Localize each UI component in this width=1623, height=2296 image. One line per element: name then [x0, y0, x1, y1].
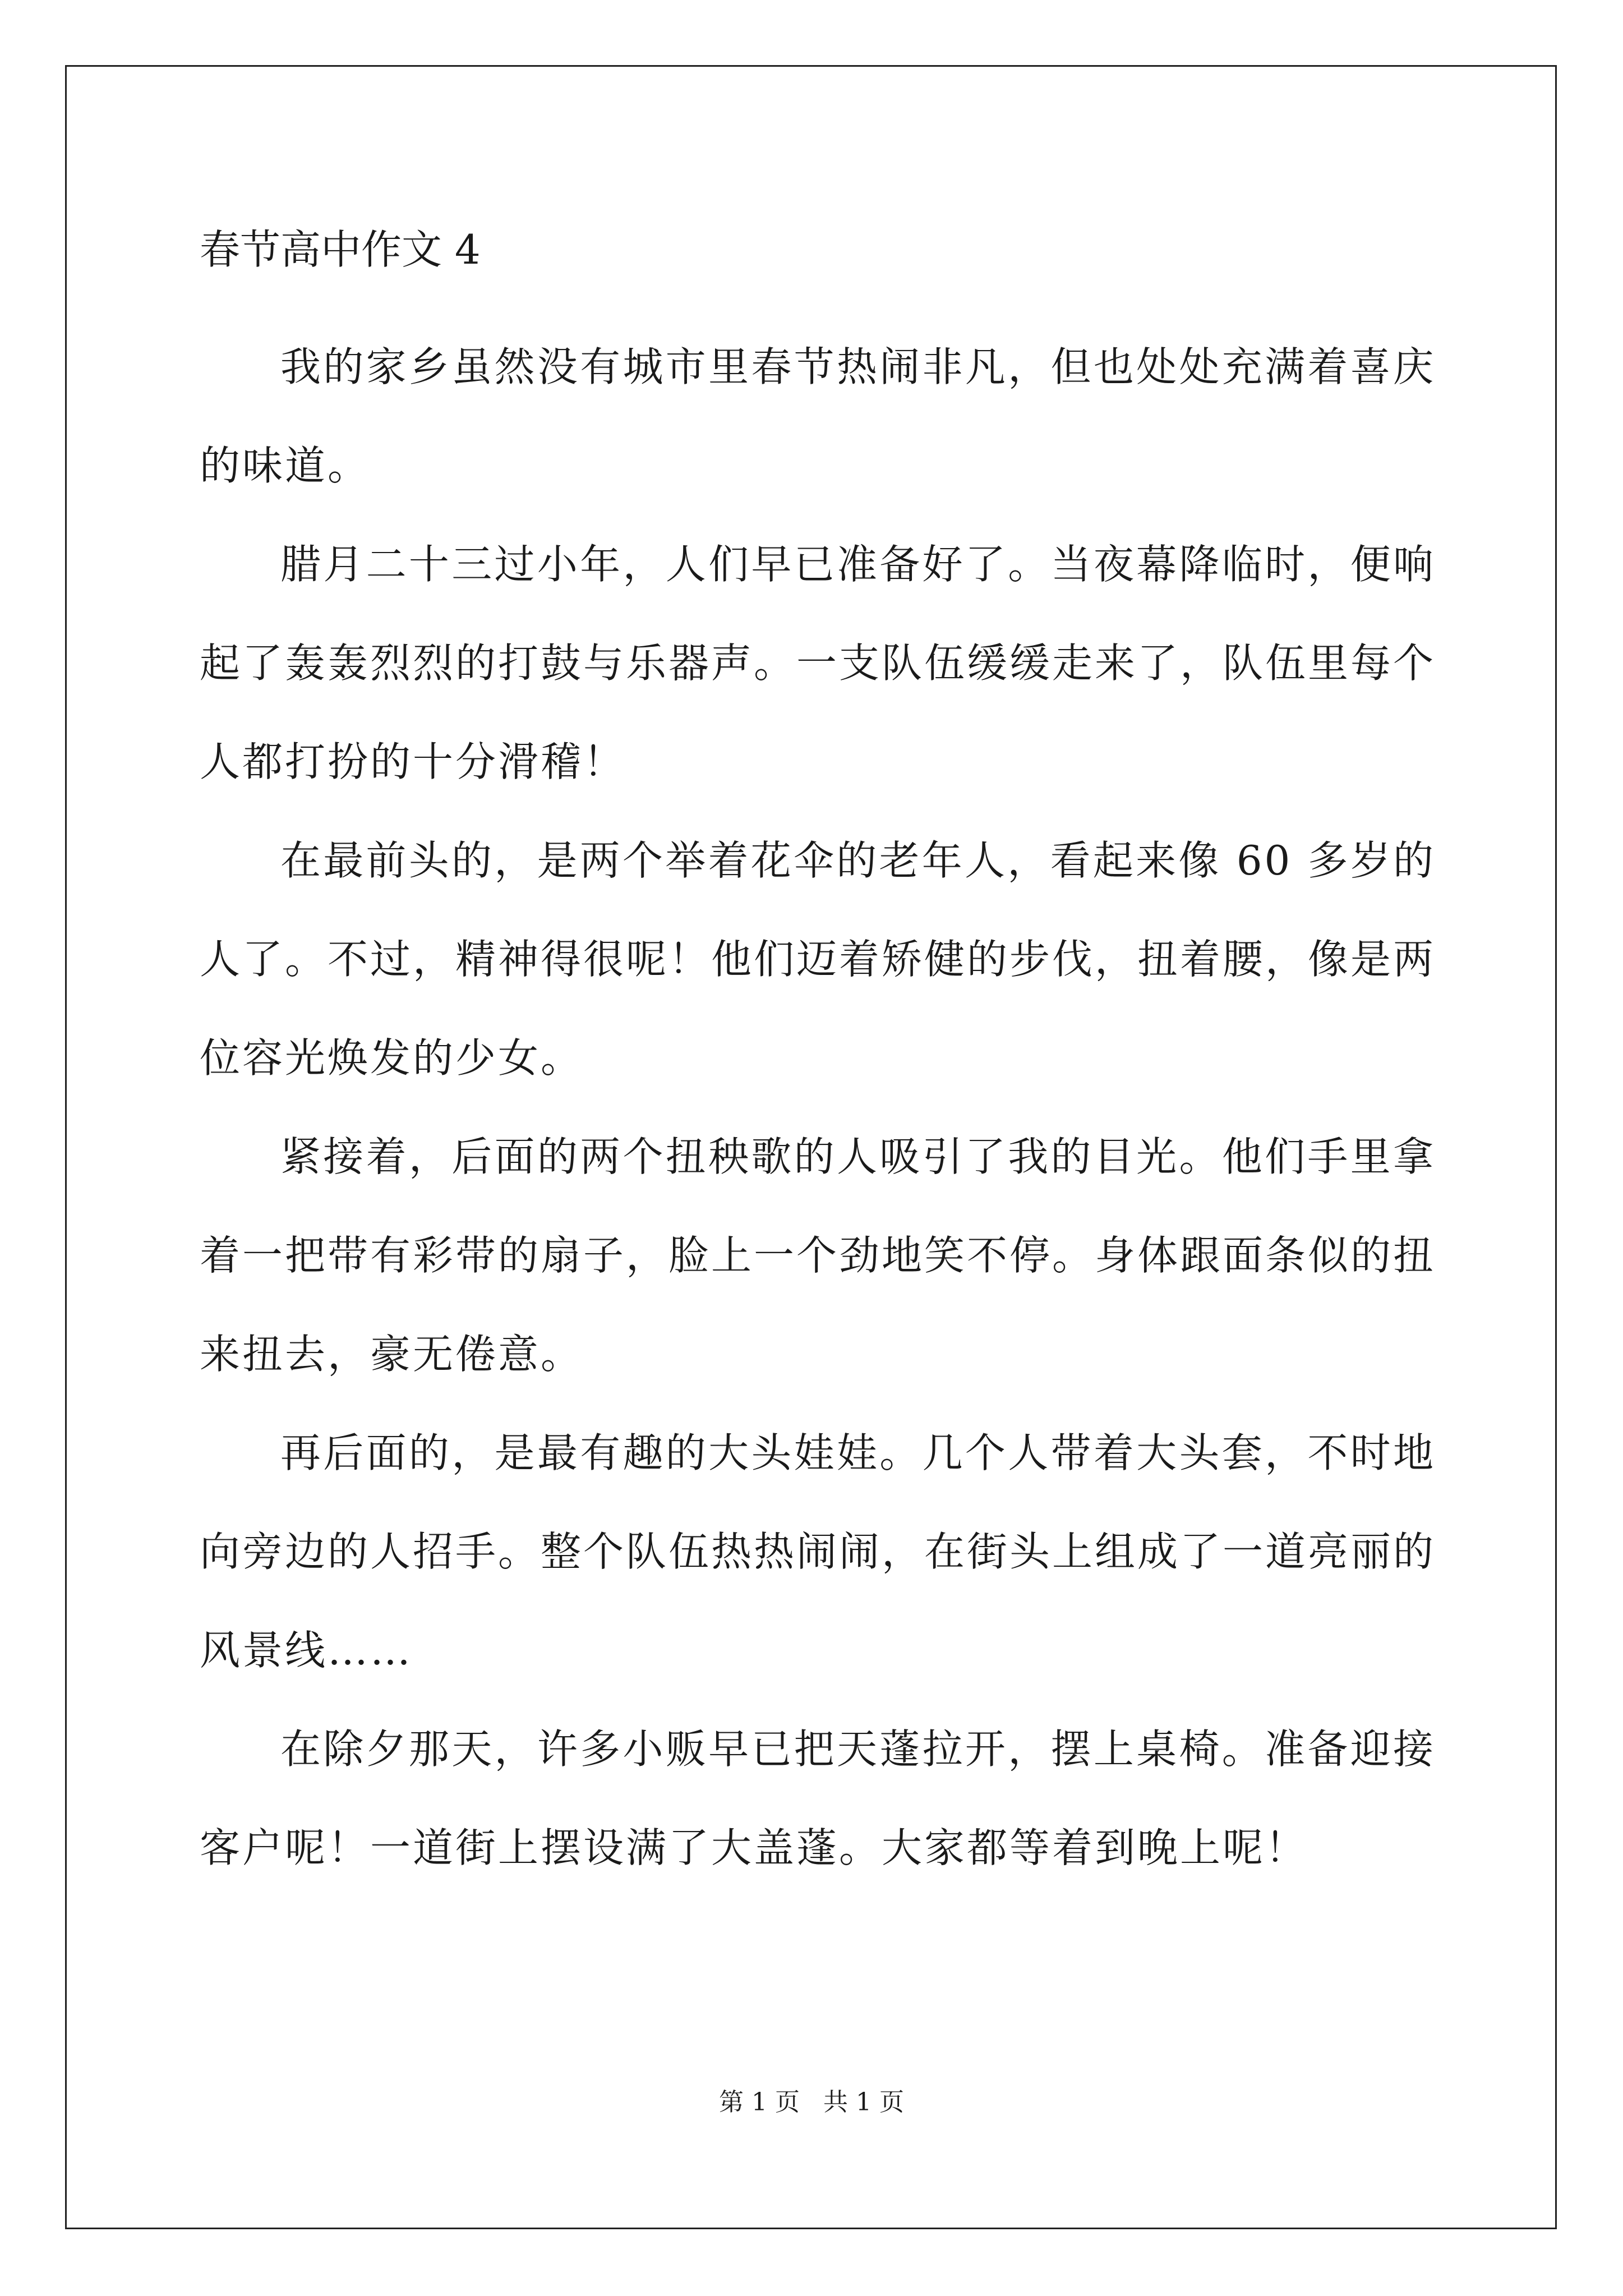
document-title: 春节高中作文 4 [200, 226, 481, 273]
paragraph-1: 我的家乡虽然没有城市里春节热闹非凡，但也处处充满着喜庆的味道。 [200, 343, 1436, 489]
page-footer: 第 1 页 共 1 页 [719, 2088, 904, 2116]
paragraph-6: 在除夕那天，许多小贩早已把天蓬拉开，摆上桌椅。准备迎接客户呢！一道街上摆设满了大盖蓬。大家都等着到晚上呢！ [200, 1726, 1436, 1871]
paragraph-3: 在最前头的，是两个举着花伞的老年人，看起来像 60 多岁的人了。不过，精神得很呢！他们迈着矫健的步伐，扭着腰，像是两位容光焕发的少女。 [200, 837, 1436, 1082]
paragraph-2: 腊月二十三过小年，人们早已准备好了。当夜幕降临时，便响起了轰轰烈烈的打鼓与乐器声。一支队伍缓缓走来了，队伍里每个人都打扮的十分滑稽！ [200, 541, 1436, 785]
paragraph-5: 再后面的，是最有趣的大头娃娃。几个人带着大头套，不时地向旁边的人招手。整个队伍热热闹闹，在街头上组成了一道亮丽的风景线…… [200, 1429, 1436, 1674]
paragraph-4: 紧接着，后面的两个扭秧歌的人吸引了我的目光。他们手里拿着一把带有彩带的扇子，脸上一个劲地笑不停。身体跟面条似的扭来扭去，豪无倦意。 [200, 1133, 1436, 1378]
document-body [200, 219, 1436, 1897]
